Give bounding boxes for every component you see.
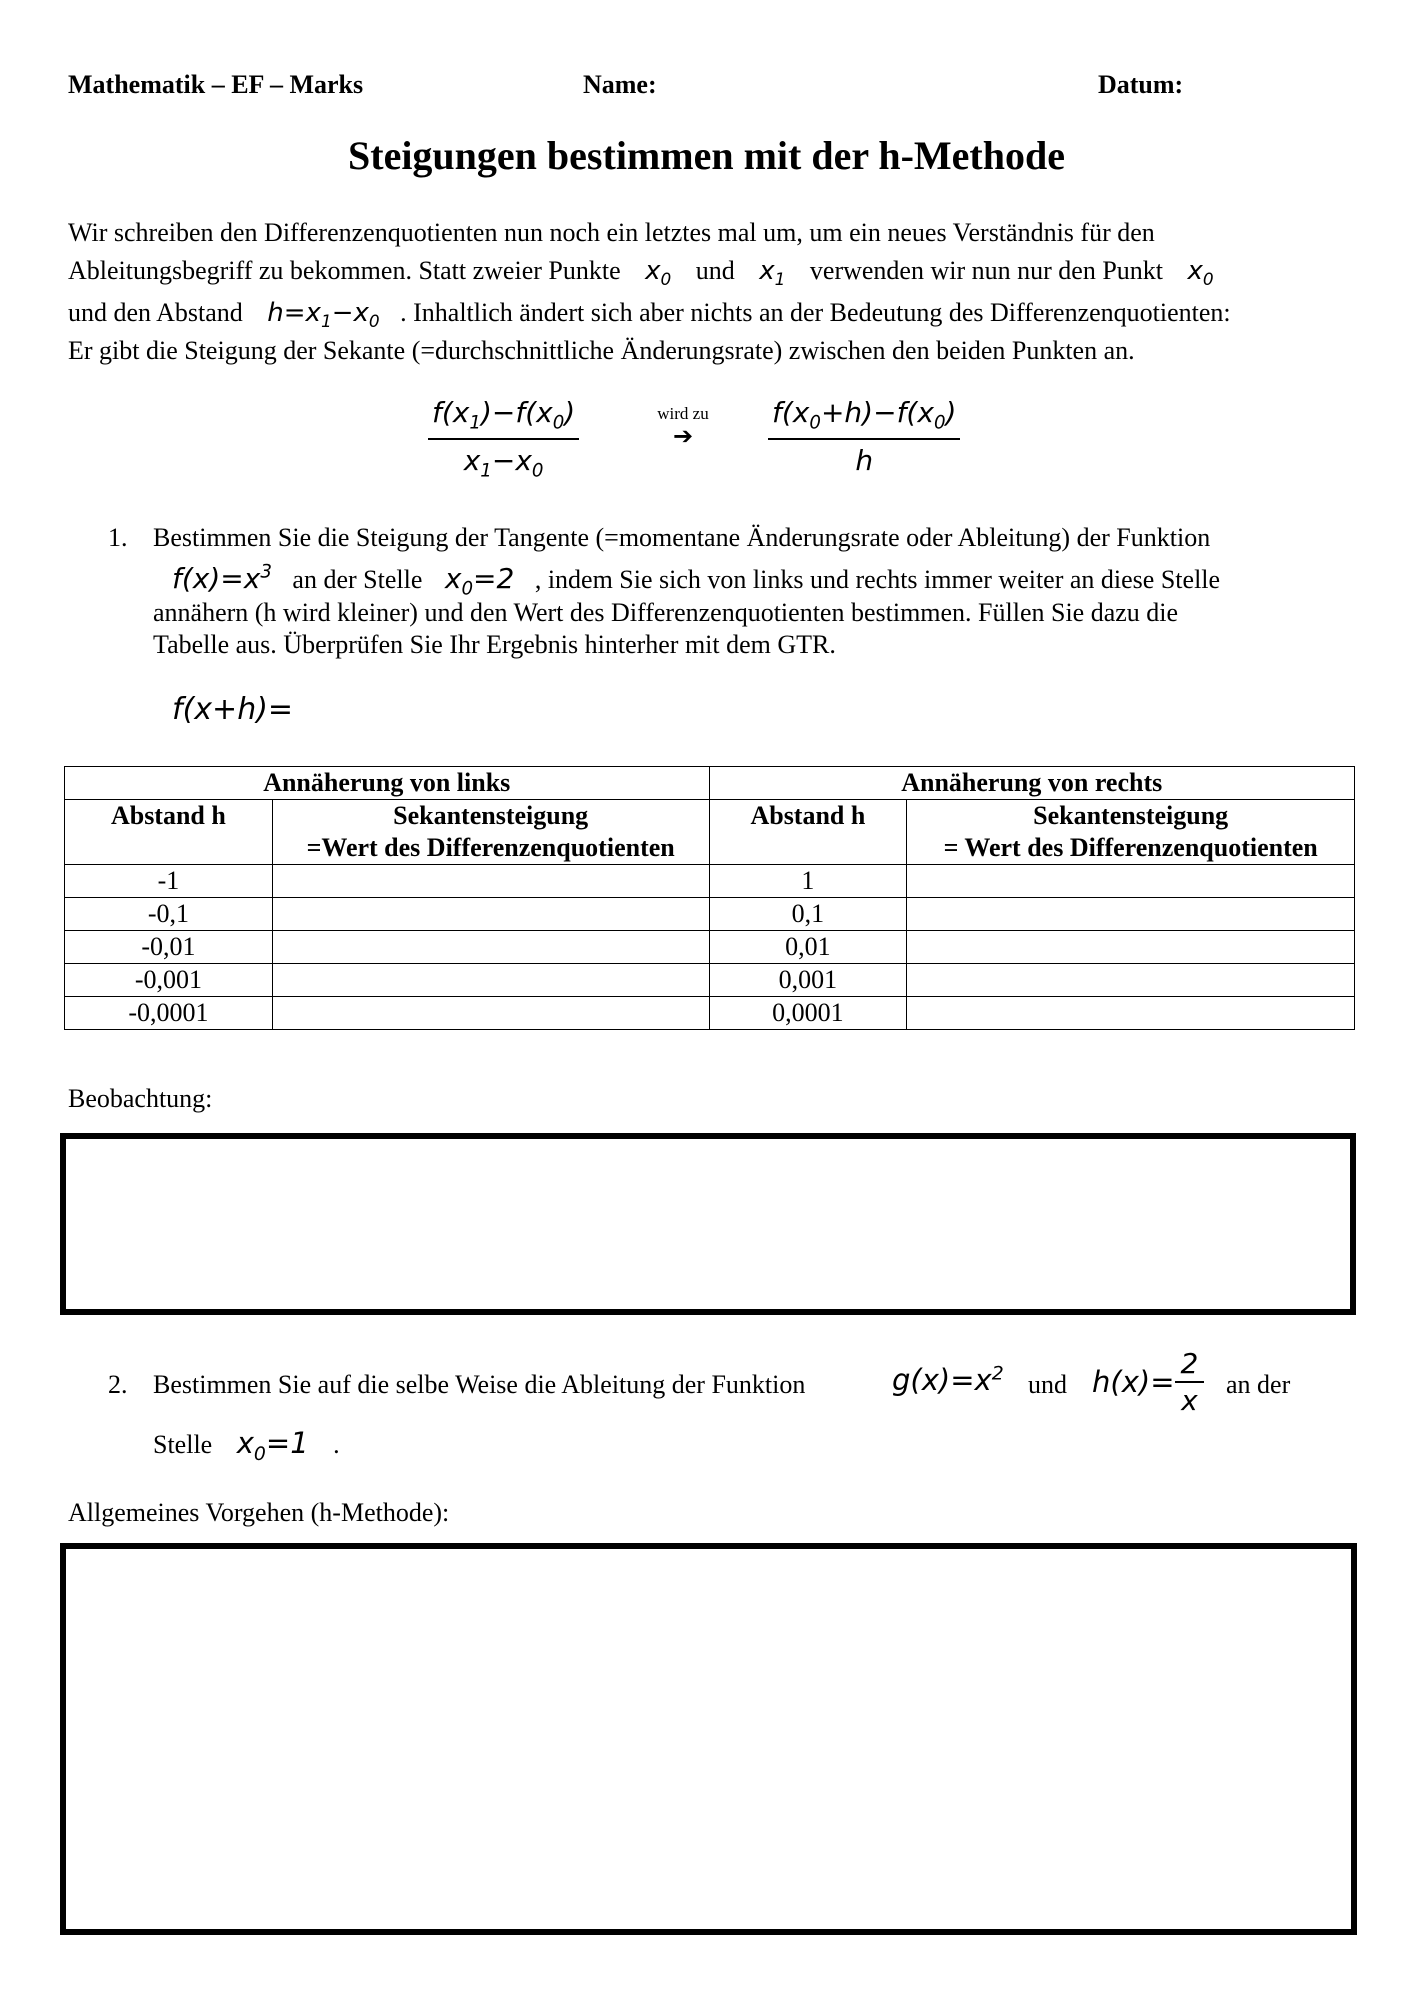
h-left-cell: -1 [65, 865, 273, 898]
task1-text: , indem Sie sich von links und rechts immer weiter an diese Stelle [534, 565, 1221, 595]
task2-line-1b: und [1028, 1370, 1067, 1399]
col-header-text: Sekantensteigung [1033, 801, 1229, 830]
slope-right-input-cell[interactable] [907, 964, 1355, 997]
table-row [65, 997, 1355, 1030]
task1-line-3: annähern (h wird kleiner) und den Wert des Differenzenquotienten bestimmen. Füllen Sie dazu die [153, 598, 1179, 627]
h-right-cell: 0,0001 [709, 997, 907, 1030]
arrow-label: wird zu [657, 404, 709, 423]
h-right-cell: 0,001 [709, 964, 907, 997]
general-procedure-label: Allgemeines Vorgehen (h-Methode): [68, 1498, 450, 1527]
col-header-slope-right [907, 800, 1355, 865]
general-procedure-answer-box[interactable] [60, 1543, 1357, 1935]
slope-left-input-cell[interactable] [272, 964, 709, 997]
difference-quotient-formula: $\frac{f(x_1)-f(x_0)}{x_1-x_0}$ [428, 396, 579, 481]
task2-line-2 [153, 1424, 340, 1474]
h-left-cell: -0,01 [65, 931, 273, 964]
name-label: Name: [583, 70, 657, 99]
table-row [65, 898, 1355, 931]
intro-text: und [695, 256, 735, 285]
col-header-h-left: Abstand h [65, 800, 273, 865]
intro-line-4: Er gibt die Steigung der Sekante (=durchschnittliche Änderungsrate) zwischen den beiden Punkten an. [68, 336, 1135, 365]
math-x0: $x_0$ [1187, 256, 1214, 290]
h-left-cell: -0,001 [65, 964, 273, 997]
table-row [65, 931, 1355, 964]
col-header-text: =Wert des Differenzenquotienten [306, 833, 675, 862]
intro-text: verwenden wir nun nur den Punkt [809, 256, 1164, 285]
col-header-slope-left [272, 800, 709, 865]
table-row [65, 964, 1355, 997]
table-group-header-row [65, 767, 1355, 800]
date-label: Datum: [1098, 70, 1184, 99]
task2-number: 2. [108, 1370, 128, 1399]
math-x1: $x_1$ [759, 256, 786, 290]
col-header-text: = Wert des Differenzenquotienten [943, 833, 1318, 862]
math-x0: $x_0$ [645, 256, 672, 290]
math-h-reciprocal: h(x)= $\frac{2}{x}$ [1092, 1347, 1204, 1417]
table-column-header-row [65, 800, 1355, 865]
intro-line-2 [68, 252, 1214, 298]
math-f-cubic: $f(x)=x^3$ [172, 562, 272, 596]
h-method-formula: $\frac{f(x_0+h)-f(x_0)}{h}$ [768, 396, 960, 477]
page-title: Steigungen bestimmen mit der h-Methode [348, 133, 1065, 178]
math-x0-equals-2: $x_0=2$ [444, 562, 515, 600]
h-right-cell: 1 [709, 865, 907, 898]
h-right-cell: 0,01 [709, 931, 907, 964]
h-right-cell: 0,1 [709, 898, 907, 931]
task2-text: Stelle [153, 1430, 213, 1459]
right-arrow-icon: ➔ [672, 422, 694, 450]
h-left-cell: -0,1 [65, 898, 273, 931]
math-g-square: $g(x)=x^2$ [892, 1363, 1004, 1397]
table-row [65, 865, 1355, 898]
task2-line-1c: an der [1226, 1370, 1291, 1399]
intro-text: und den Abstand [68, 298, 243, 327]
intro-line-1: Wir schreiben den Differenzenquotienten nun noch ein letztes mal um, um ein neues Verständnis für den [68, 218, 1155, 247]
col-header-text: Sekantensteigung [393, 801, 589, 830]
slope-left-input-cell[interactable] [272, 865, 709, 898]
slope-right-input-cell[interactable] [907, 931, 1355, 964]
slope-left-input-cell[interactable] [272, 898, 709, 931]
task2-text: . [333, 1430, 340, 1459]
observation-label: Beobachtung: [68, 1084, 213, 1113]
intro-text: . Inhaltlich ändert sich aber nichts an der Bedeutung des Differenzenquotienten: [400, 298, 1231, 327]
transform-arrow-group [648, 404, 718, 448]
task1-text: an der Stelle [292, 565, 423, 595]
col-header-h-right: Abstand h [709, 800, 907, 865]
task2-line-1a: Bestimmen Sie auf die selbe Weise die Ableitung der Funktion [153, 1370, 806, 1399]
math-x0-equals-1: $x_0=1$ [236, 1426, 309, 1465]
slope-left-input-cell[interactable] [272, 931, 709, 964]
h-left-cell: -0,0001 [65, 997, 273, 1030]
intro-text: Ableitungsbegriff zu bekommen. Statt zweier Punkte [68, 256, 621, 285]
group-header-left: Annäherung von links [65, 767, 710, 800]
math-h-definition: $h=x_1-x_0$ [267, 298, 380, 332]
slope-left-input-cell[interactable] [272, 997, 709, 1030]
observation-answer-box[interactable] [60, 1133, 1356, 1315]
slope-right-input-cell[interactable] [907, 898, 1355, 931]
task1-number: 1. [108, 523, 128, 552]
task1-line-4: Tabelle aus. Überprüfen Sie Ihr Ergebnis hinterher mit dem GTR. [153, 630, 836, 659]
math-f-x-plus-h: f(x+h)= [172, 692, 294, 727]
course-label: Mathematik – EF – Marks [68, 70, 364, 99]
task1-line-1: Bestimmen Sie die Steigung der Tangente (=momentane Änderungsrate oder Ableitung) der Funktion [153, 523, 1211, 552]
slope-right-input-cell[interactable] [907, 865, 1355, 898]
slope-right-input-cell[interactable] [907, 997, 1355, 1030]
approximation-table [64, 766, 1355, 1030]
group-header-right: Annäherung von rechts [709, 767, 1355, 800]
